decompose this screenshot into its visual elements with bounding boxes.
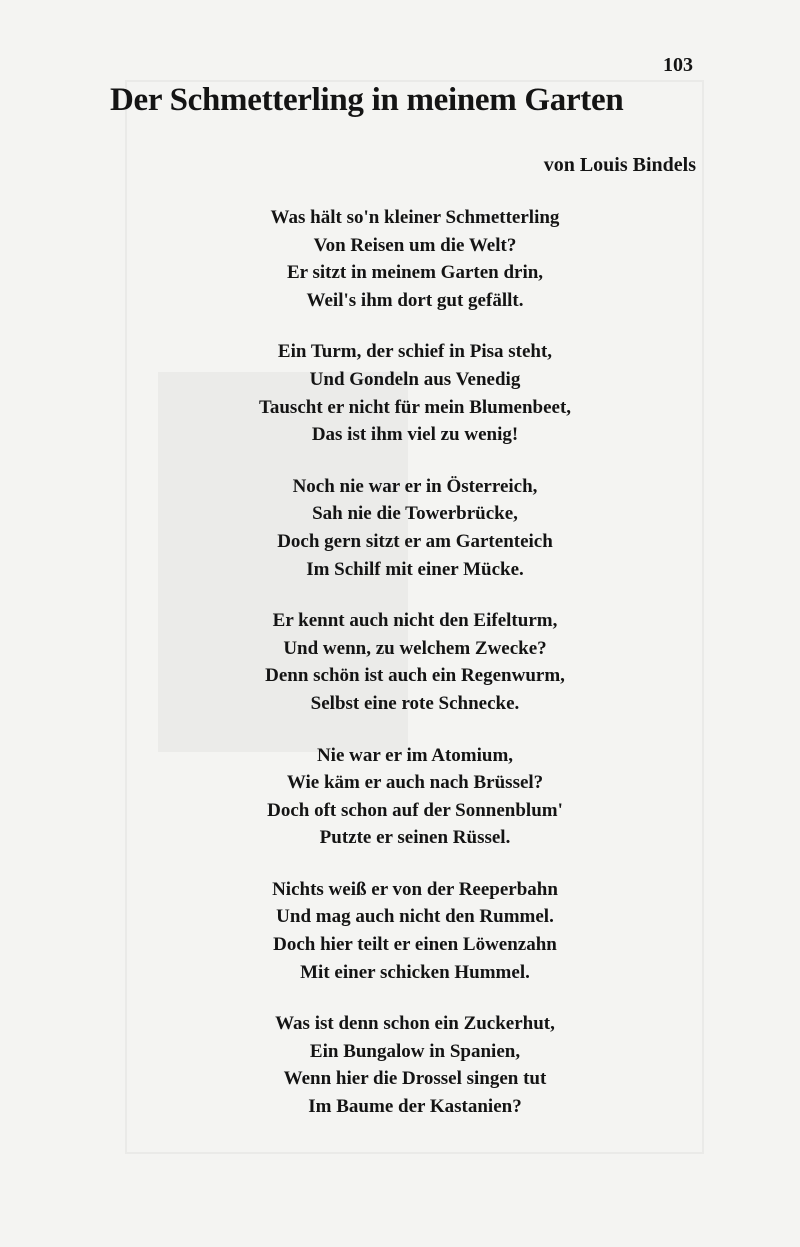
- stanza: [190, 607, 640, 717]
- poem-line: Und wenn, zu welchem Zwecke?: [283, 637, 547, 659]
- poem-line: Und Gondeln aus Venedig: [309, 368, 521, 390]
- stanza: [190, 742, 640, 852]
- poem-line: Er kennt auch nicht den Eifelturm,: [272, 610, 558, 632]
- poem-line: Er sitzt in meinem Garten drin,: [286, 262, 544, 284]
- stanza: [190, 338, 640, 448]
- poem-line: Ein Turm, der schief in Pisa steht,: [277, 341, 553, 363]
- poem-line: Was ist denn schon ein Zuckerhut,: [275, 1013, 555, 1035]
- poem-line: Weil's ihm dort gut gefällt.: [306, 289, 524, 311]
- stanza: [190, 876, 640, 986]
- poem-line: Nie war er im Atomium,: [316, 744, 514, 766]
- poem-line: Und mag auch nicht den Rummel.: [276, 906, 554, 928]
- poem-line: Doch gern sitzt er am Gartenteich: [277, 530, 553, 552]
- stanza: [190, 1010, 640, 1120]
- poem-line: Selbst eine rote Schnecke.: [310, 692, 520, 714]
- poem-line: Im Baume der Kastanien?: [308, 1096, 522, 1118]
- poem-author: von Louis Bindels: [543, 154, 696, 176]
- poem-line: Doch hier teilt er einen Löwenzahn: [273, 934, 557, 956]
- stanza: [190, 473, 640, 583]
- poem-line: Was hält so'n kleiner Schmetterling: [270, 207, 560, 228]
- poem-line: Das ist ihm viel zu wenig!: [311, 424, 519, 446]
- poem-line: Im Schilf mit einer Mücke.: [306, 558, 524, 580]
- poem-body: [190, 204, 640, 1121]
- poem-line: Mit einer schicken Hummel.: [300, 961, 530, 983]
- poem-line: Putzte er seinen Rüssel.: [319, 827, 511, 849]
- poem-line: Noch nie war er in Österreich,: [292, 475, 538, 497]
- poem-line: Tauscht er nicht für mein Blumenbeet,: [258, 396, 572, 418]
- poem-line: Doch oft schon auf der Sonnenblum': [267, 799, 563, 821]
- poem-line: Ein Bungalow in Spanien,: [309, 1040, 521, 1062]
- poem-line: Wie käm er auch nach Brüssel?: [286, 772, 544, 794]
- poem-line: Von Reisen um die Welt?: [313, 234, 517, 256]
- stanza: [190, 204, 640, 314]
- page-number: 103: [663, 54, 693, 76]
- poem-title: Der Schmetterling in meinem Garten: [110, 82, 624, 118]
- poem-line: Wenn hier die Drossel singen tut: [283, 1068, 547, 1090]
- poem-line: Denn schön ist auch ein Regenwurm,: [265, 665, 565, 687]
- poem-line: Sah nie die Towerbrücke,: [312, 503, 518, 525]
- poem-line: Nichts weiß er von der Reeperbahn: [272, 878, 558, 900]
